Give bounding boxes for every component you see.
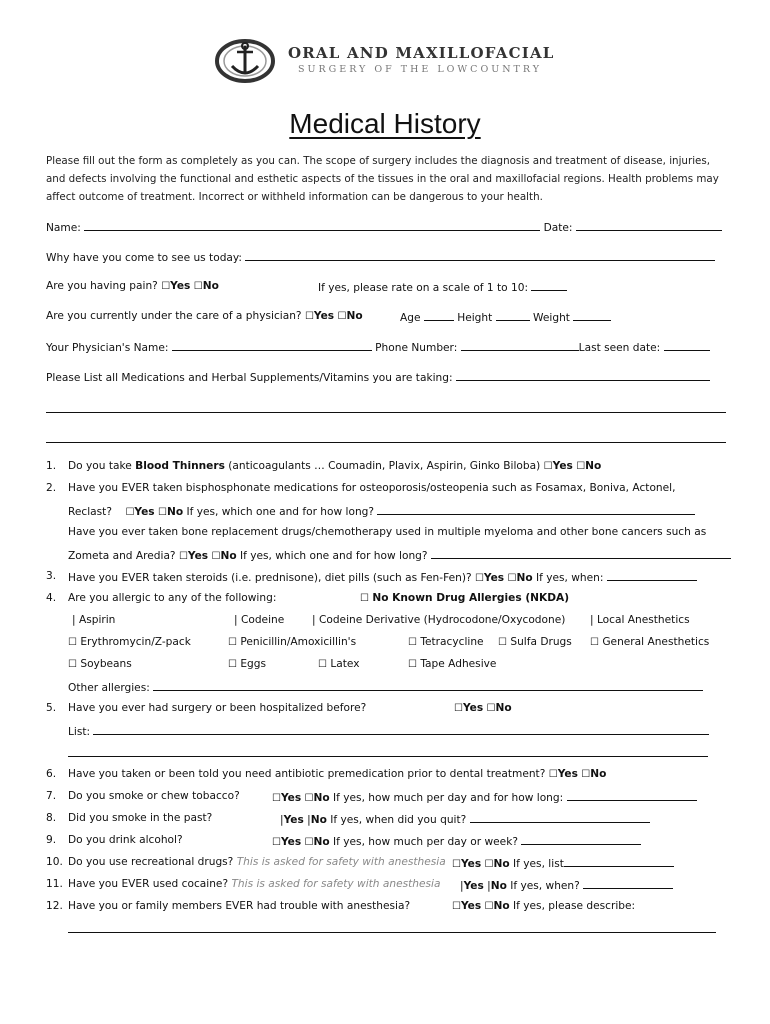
q10-yes-label: Yes [460,858,482,870]
weight-label: Weight [533,312,570,324]
q5-options [454,702,512,714]
q3-text: Have you EVER taken steroids (i.e. prednisone), diet pills (such as Fen-Fen)? [68,572,472,584]
q2-ifyes: If yes, which one and for how long? [186,506,375,518]
q5-list-row [68,724,709,738]
allergy-soybeans [68,658,132,670]
q2-field[interactable] [377,504,695,515]
q9-number: 9. [46,834,57,846]
nkda-checkbox[interactable]: ☐ [360,593,369,604]
pain-rating-field[interactable] [531,280,567,291]
q9-yes-label: Yes [280,836,302,848]
q4-number: 4. [46,592,57,604]
q5-yes-checkbox[interactable]: ☐ [454,703,463,714]
q12-yes-checkbox[interactable]: ☐ [452,901,461,912]
q10-field[interactable] [564,856,674,867]
q2-text: Have you EVER taken bisphosphonate medications for osteoporosis/osteopenia such as Fosamax, Boniva, Actonel, [68,482,676,494]
q2b-no-checkbox[interactable]: ☐ [211,551,221,562]
q11-no-label: No [490,880,507,892]
q11-number: 11. [46,878,63,890]
allergy-erythromycin [68,636,191,648]
q8-yes-checkbox[interactable]: | [280,814,284,826]
q2b-row-2 [68,548,731,562]
phone-field[interactable] [461,340,579,351]
q1-blood-thinners: Blood Thinners [135,460,225,472]
q2b-field[interactable] [431,548,731,559]
pain-yes-checkbox[interactable]: ☐ [161,281,171,292]
latex-label: Latex [330,658,360,670]
allergy-tape [408,658,496,670]
pain-rating-row [318,280,567,294]
q1-no-checkbox[interactable]: ☐ [576,461,586,472]
q2-number: 2. [46,482,57,494]
q7-ifyes: If yes, how much per day and for how long: [333,792,564,804]
nkda-option [360,592,569,604]
vitals-row [400,310,611,324]
soybeans-checkbox[interactable]: ☐ [68,659,77,670]
aspirin-label: Aspirin [78,614,116,626]
q3-row [68,570,697,584]
height-field[interactable] [496,310,530,321]
sulfa-checkbox[interactable]: ☐ [498,637,507,648]
q11-note: This is asked for safety with anesthesia [231,878,441,890]
q2-yes-label: Yes [134,506,155,518]
q8-text: Did you smoke in the past? [68,812,213,824]
q5-yes-label: Yes [462,702,484,714]
penicillin-checkbox[interactable]: ☐ [228,637,237,648]
q1-row [68,460,601,472]
allergy-latex [318,658,360,670]
physician-care-row [46,310,363,322]
pain-no-label: No [202,280,219,292]
q4-text: Are you allergic to any of the following: [68,592,277,604]
reason-label: Why have you come to see us today: [46,252,242,264]
q2-reclast: Reclast? [68,506,112,518]
q11-row [68,878,440,890]
date-field[interactable] [576,220,722,231]
q1-no-label: No [585,460,602,472]
allergy-general-anesthetics [590,636,709,648]
q10-no-checkbox[interactable]: ☐ [484,859,494,870]
q7-field[interactable] [567,790,697,801]
codeine-derivative-checkbox[interactable]: | [312,614,316,626]
allergy-codeine [234,614,284,626]
page-title: Medical History [289,108,481,139]
local-anesthetics-checkbox[interactable]: | [590,614,594,626]
q12-ifyes: If yes, please describe: [513,900,636,912]
q5-list-line-2[interactable] [68,756,708,757]
q12-description-line[interactable] [68,932,716,933]
q5-number: 5. [46,702,57,714]
q2-no-checkbox[interactable]: ☐ [158,507,167,518]
q2-row-2 [68,504,695,518]
physician-no-label: No [346,310,363,322]
q2-yes-checkbox[interactable]: ☐ [125,507,135,518]
q7-options [272,790,697,804]
q2b-zometa: Zometa and Aredia? [68,550,176,562]
q11-text: Have you EVER used cocaine? [68,878,229,890]
allergy-tetracycline [408,636,484,648]
q5-list-field[interactable] [93,724,709,735]
q7-yes-label: Yes [280,792,302,804]
q7-text: Do you smoke or chew tobacco? [68,790,240,802]
q12-no-checkbox[interactable]: ☐ [484,901,494,912]
height-label: Height [457,312,493,324]
name-row [46,220,722,234]
physician-no-checkbox[interactable]: ☐ [337,311,347,322]
other-allergies-row [68,680,703,694]
q1-yes-checkbox[interactable]: ☐ [543,461,553,472]
pain-rating-label: If yes, please rate on a scale of 1 to 10: [318,282,529,294]
medications-label: Please List all Medications and Herbal Supplements/Vitamins you are taking: [46,372,453,384]
q6-yes-label: Yes [557,768,578,780]
physician-yes-label: Yes [313,310,335,322]
q10-text: Do you use recreational drugs? [68,856,234,868]
q2b-ifyes: If yes, which one and for how long? [239,550,428,562]
q8-ifyes: If yes, when did you quit? [330,814,467,826]
q11-options [460,878,673,892]
q3-yes-checkbox[interactable]: ☐ [474,573,484,584]
age-field[interactable] [424,310,454,321]
q10-yes-checkbox[interactable]: ☐ [452,859,461,870]
q11-yes-label: Yes [463,880,484,892]
other-allergies-label: Other allergies: [68,682,150,694]
q11-no-checkbox[interactable]: | [487,880,491,892]
nkda-label: No Known Drug Allergies (NKDA) [372,592,570,604]
q1-text-post: (anticoagulants … Coumadin, Plavix, Aspirin, Ginko Biloba) [224,460,541,472]
q8-field[interactable] [470,812,650,823]
local-anesthetics-label: Local Anesthetics [596,614,690,626]
q10-no-label: No [493,858,510,870]
q7-no-label: No [313,792,330,804]
q1-number: 1. [46,460,57,472]
q11-yes-checkbox[interactable]: | [460,880,464,892]
codeine-checkbox[interactable]: | [234,614,238,626]
erythromycin-checkbox[interactable]: ☐ [68,637,77,648]
q10-note: This is asked for safety with anesthesia [236,856,446,868]
tape-checkbox[interactable]: ☐ [408,659,417,670]
q2-no-label: No [166,506,184,518]
q8-yes-label: Yes [283,814,304,826]
general-anesthetics-checkbox[interactable]: ☐ [590,637,599,648]
practice-subtitle: SURGERY OF THE LOWCOUNTRY [298,64,543,75]
q12-yes-label: Yes [460,900,482,912]
tetracycline-label: Tetracycline [420,636,484,648]
q6-row [68,768,606,780]
name-label: Name: [46,222,81,234]
q5-list-label: List: [68,726,91,738]
general-anesthetics-label: General Anesthetics [602,636,710,648]
age-label: Age [400,312,421,324]
allergy-local-anesthetics [590,614,690,626]
q10-number: 10. [46,856,63,868]
q6-text: Have you taken or been told you need antibiotic premedication prior to dental treatment? [68,768,546,780]
q5-text: Have you ever had surgery or been hospitalized before? [68,702,367,714]
physician-yes-checkbox[interactable]: ☐ [304,311,314,322]
q3-number: 3. [46,570,57,582]
last-seen-field[interactable] [664,340,710,351]
q6-no-label: No [590,768,607,780]
q8-number: 8. [46,812,57,824]
soybeans-label: Soybeans [80,658,132,670]
penicillin-label: Penicillin/Amoxicillin's [240,636,357,648]
q10-ifyes: If yes, list [513,858,564,870]
tape-label: Tape Adhesive [420,658,497,670]
q9-no-checkbox[interactable]: ☐ [304,837,314,848]
other-allergies-field[interactable] [153,680,703,691]
sulfa-label: Sulfa Drugs [510,636,572,648]
q1-yes-label: Yes [552,460,573,472]
reason-row [46,250,715,264]
q8-no-label: No [310,814,327,826]
q2b-no-label: No [220,550,237,562]
q9-text: Do you drink alcohol? [68,834,183,846]
q9-field[interactable] [521,834,641,845]
q6-yes-checkbox[interactable]: ☐ [548,769,558,780]
q7-no-checkbox[interactable]: ☐ [304,793,314,804]
q12-number: 12. [46,900,63,912]
eggs-label: Eggs [240,658,267,670]
q7-number: 7. [46,790,57,802]
pain-no-checkbox[interactable]: ☐ [193,281,203,292]
allergy-aspirin [72,614,115,626]
q2b-yes-checkbox[interactable]: ☐ [178,551,188,562]
practice-name: ORAL AND MAXILLOFACIAL [288,44,555,62]
physician-name-row [46,340,710,354]
aspirin-checkbox[interactable]: | [72,614,76,626]
medications-line-2[interactable] [46,412,726,413]
tetracycline-checkbox[interactable]: ☐ [408,637,417,648]
q9-no-label: No [313,836,330,848]
allergy-eggs [228,658,266,670]
q3-no-checkbox[interactable]: ☐ [507,573,517,584]
q3-field[interactable] [607,570,697,581]
q2b-yes-label: Yes [187,550,209,562]
q5-no-label: No [495,702,512,714]
q6-no-checkbox[interactable]: ☐ [581,769,591,780]
q3-yes-label: Yes [483,572,505,584]
allergy-sulfa [498,636,572,648]
q9-yes-checkbox[interactable]: ☐ [272,837,281,848]
reason-field[interactable] [245,250,715,261]
intro-paragraph: Please fill out the form as completely as you can. The scope of surgery includes the diagnosis and treatment of disease, injuries, and defects involving the functional and esthetic aspects of the tissues in the oral and maxillofacial regions. Health problems may affect outcome of treatment. Incorrect or withheld information can be dangerous to your health. [46,155,719,203]
allergy-codeine-derivative [312,614,565,626]
eggs-checkbox[interactable]: ☐ [228,659,237,670]
erythromycin-label: Erythromycin/Z-pack [80,636,191,648]
last-seen-label: Last seen date: [578,342,661,354]
codeine-label: Codeine [240,614,285,626]
q9-ifyes: If yes, how much per day or week? [333,836,518,848]
q12-text: Have you or family members EVER had trouble with anesthesia? [68,900,411,912]
q7-yes-checkbox[interactable]: ☐ [272,793,281,804]
q2b-text: Have you ever taken bone replacement drugs/chemotherapy used in multiple myeloma and other bone cancers such as [68,526,707,538]
q3-no-label: No [516,572,533,584]
anchor-logo-icon [212,38,278,84]
q11-field[interactable] [583,878,673,889]
physician-name-field[interactable] [172,340,372,351]
medications-line-3[interactable] [46,442,726,443]
physician-care-label: Are you currently under the care of a physician? [46,310,302,322]
pain-row [46,280,219,292]
medications-field[interactable] [456,370,710,381]
codeine-derivative-label: Codeine Derivative (Hydrocodone/Oxycodone) [318,614,566,626]
q12-no-label: No [493,900,510,912]
practice-header [212,38,572,84]
q12-options [452,900,635,912]
weight-field[interactable] [573,310,611,321]
q1-text-pre: Do you take [68,460,136,472]
pain-label: Are you having pain? [46,280,158,292]
q10-options [452,856,674,870]
q8-no-checkbox[interactable]: | [307,814,311,826]
q11-ifyes: If yes, when? [510,880,580,892]
date-label: Date: [543,222,573,234]
q8-options [280,812,650,826]
medications-row [46,370,710,384]
latex-checkbox[interactable]: ☐ [318,659,327,670]
allergy-penicillin [228,636,356,648]
phone-label: Phone Number: [375,342,458,354]
q10-row [68,856,446,868]
name-field[interactable] [84,220,540,231]
q3-ifyes: If yes, when: [536,572,604,584]
q6-number: 6. [46,768,57,780]
q5-no-checkbox[interactable]: ☐ [486,703,496,714]
physician-name-label: Your Physician's Name: [46,342,169,354]
pain-yes-label: Yes [170,280,191,292]
q9-options [272,834,641,848]
